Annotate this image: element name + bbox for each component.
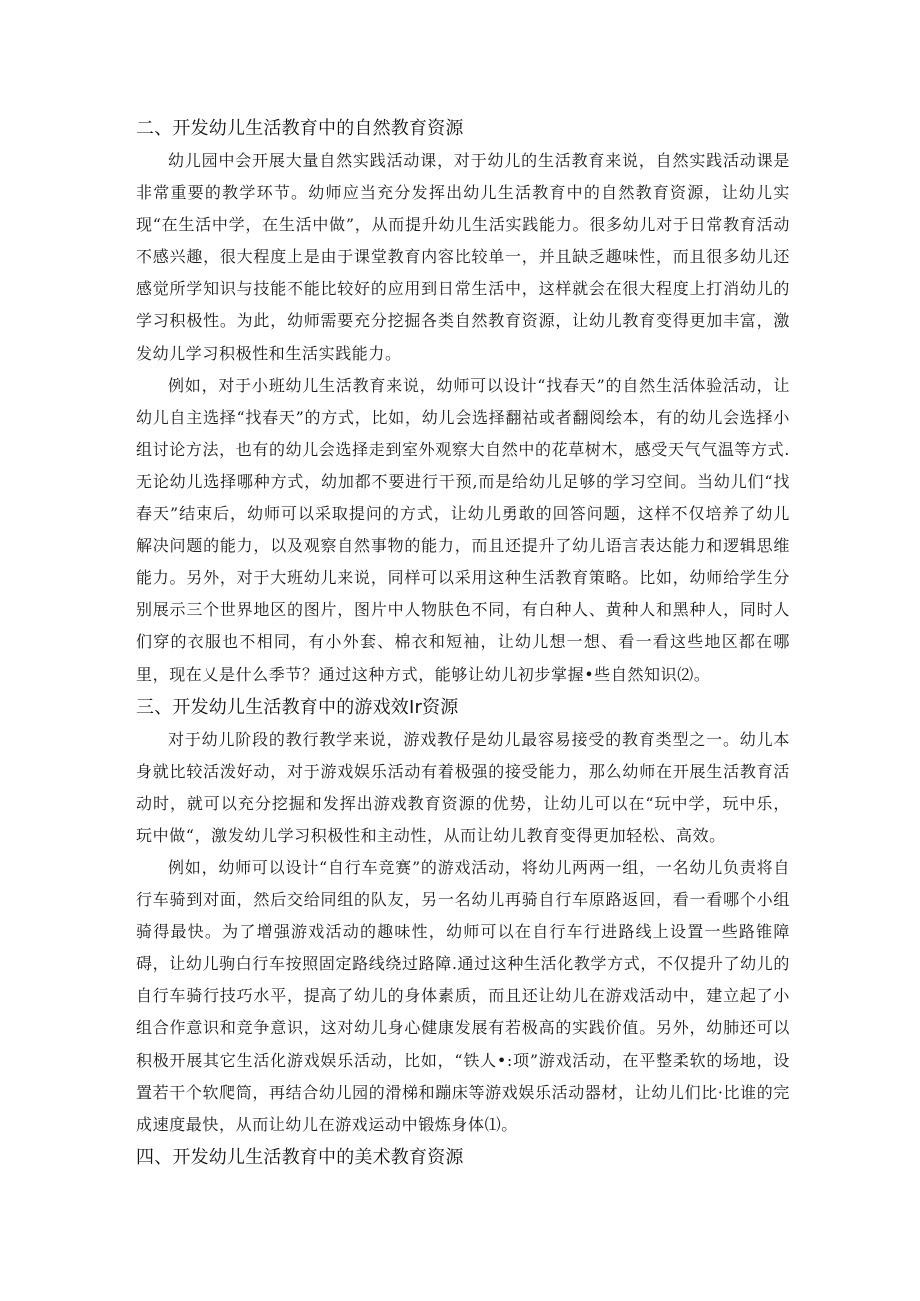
paragraph-natural-intro: 幼儿园中会开展大量自然实践活动课，对于幼儿的生活教育来说，自然实践活动课是非常重要的教学环节。幼师应当充分发挥出幼儿生活教育中的自然教育资源，让幼儿实现“在生活中学，在生活中做”，从而提升幼儿生活实践能力。很多幼儿对于日常教育活动不感兴趣，很大程度上是由于课堂教育内容比较单一，并且缺乏趣味性，而且很多幼儿还感觉所学知识与技能不能比较好的应用到日常生活中，这样就会在很大程度上打消幼儿的学习积极性。为此，幼师需要充分挖掘各类自然教育资源，让幼儿教育变得更加丰富，激发幼儿学习积极性和生活实践能力。 [136,151,790,363]
paragraph-game-intro: 对于幼儿阶段的教行教学来说，游戏教仔是幼儿最容易接受的教育类型之一。幼儿本身就比较活泼好动，对于游戏娱乐活动有着极强的接受能力，那么幼师在开展生活教育活动时，就可以充分挖掘和发挥出游戏教育资源的优势，让幼儿可以在“玩中学，玩中乐，玩中做“，激发幼儿学习积极性和主动性，从而让幼儿教育变得更加轻松、高效。 [136,729,790,845]
section-heading-game: 三、开发幼儿生活教育中的游戏效Ir资源 [136,696,459,718]
document-page [136,112,790,1174]
section-heading-art: 四、开发幼儿生活教育中的美术教育资源 [136,1146,464,1168]
section-heading-natural: 二、开发幼儿生活教育中的自然教育资源 [136,118,464,139]
paragraph-game-example: 例如，幼师可以设计“自行车竞赛”的游戏活动，将幼儿两两一组，一名幼儿负责将自行车骑到对面，然后交给同组的队友，另一名幼儿再骑自行车原路返回，看一看哪个小组骑得最快。为了增强游戏活动的趣味性，幼师可以在自行车行进路线上设置一些路锥障碍，让幼儿驹白行车按照固定路线绕过路障.通过这种生活化教学方式，不仅提升了幼儿的自行车骑行技巧水平，提高了幼儿的身体素质，而且还让幼儿在游戏活动中，建立起了小组合作意识和竞争意识，这对幼儿身心健康发展有若极高的实践价值。另外，幼肺还可以积极开展其它生活化游戏娱乐活动，比如，“铁人•:项”游戏活动，在平整柔软的场地，设置若干个软爬筒，再结合幼儿园的滑梯和蹦床等游戏娱乐活动器材，让幼儿们比·比谁的完成速度最快，从而让幼儿在游戏运动中锻炼身体⑴。 [136,857,790,1134]
paragraph-natural-example: 例如，对于小班幼儿生活教育来说，幼师可以设计“找春天”的自然生活体验活动，让幼儿自主选择“找春天”的方式，比如，幼儿会选择翻祜或者翻阅绘本，有的幼儿会选择小组讨论方法，也有的幼儿会选择走到室外观察大自然中的花草树木，感受天气气温等方式.无论幼儿选择哪种方式，幼加都不要进行干预,而是给幼儿足够的学习空间。当幼儿们“找春天”结束后，幼师可以采取提问的方式，让幼儿勇敢的回答问题，这样不仅培养了幼儿解决问题的能力，以及观察自然事物的能力，而且还提升了幼儿语言表达能力和逻辑思维能力。另外，对于大班幼儿来说，同样可以采用这种生活教育策略。比如，幼师给学生分别展示三个世界地区的图片，图片中人物肤色不同，有白种人、黄种人和黑种人，同时人们穿的衣服也不相同，有小外套、棉衣和短袖，让幼儿想一想、看一看这些地区都在哪里，现在乂是什么季节？通过这种方式，能够让幼儿初步掌握•些自然知识⑵。 [136,375,790,684]
